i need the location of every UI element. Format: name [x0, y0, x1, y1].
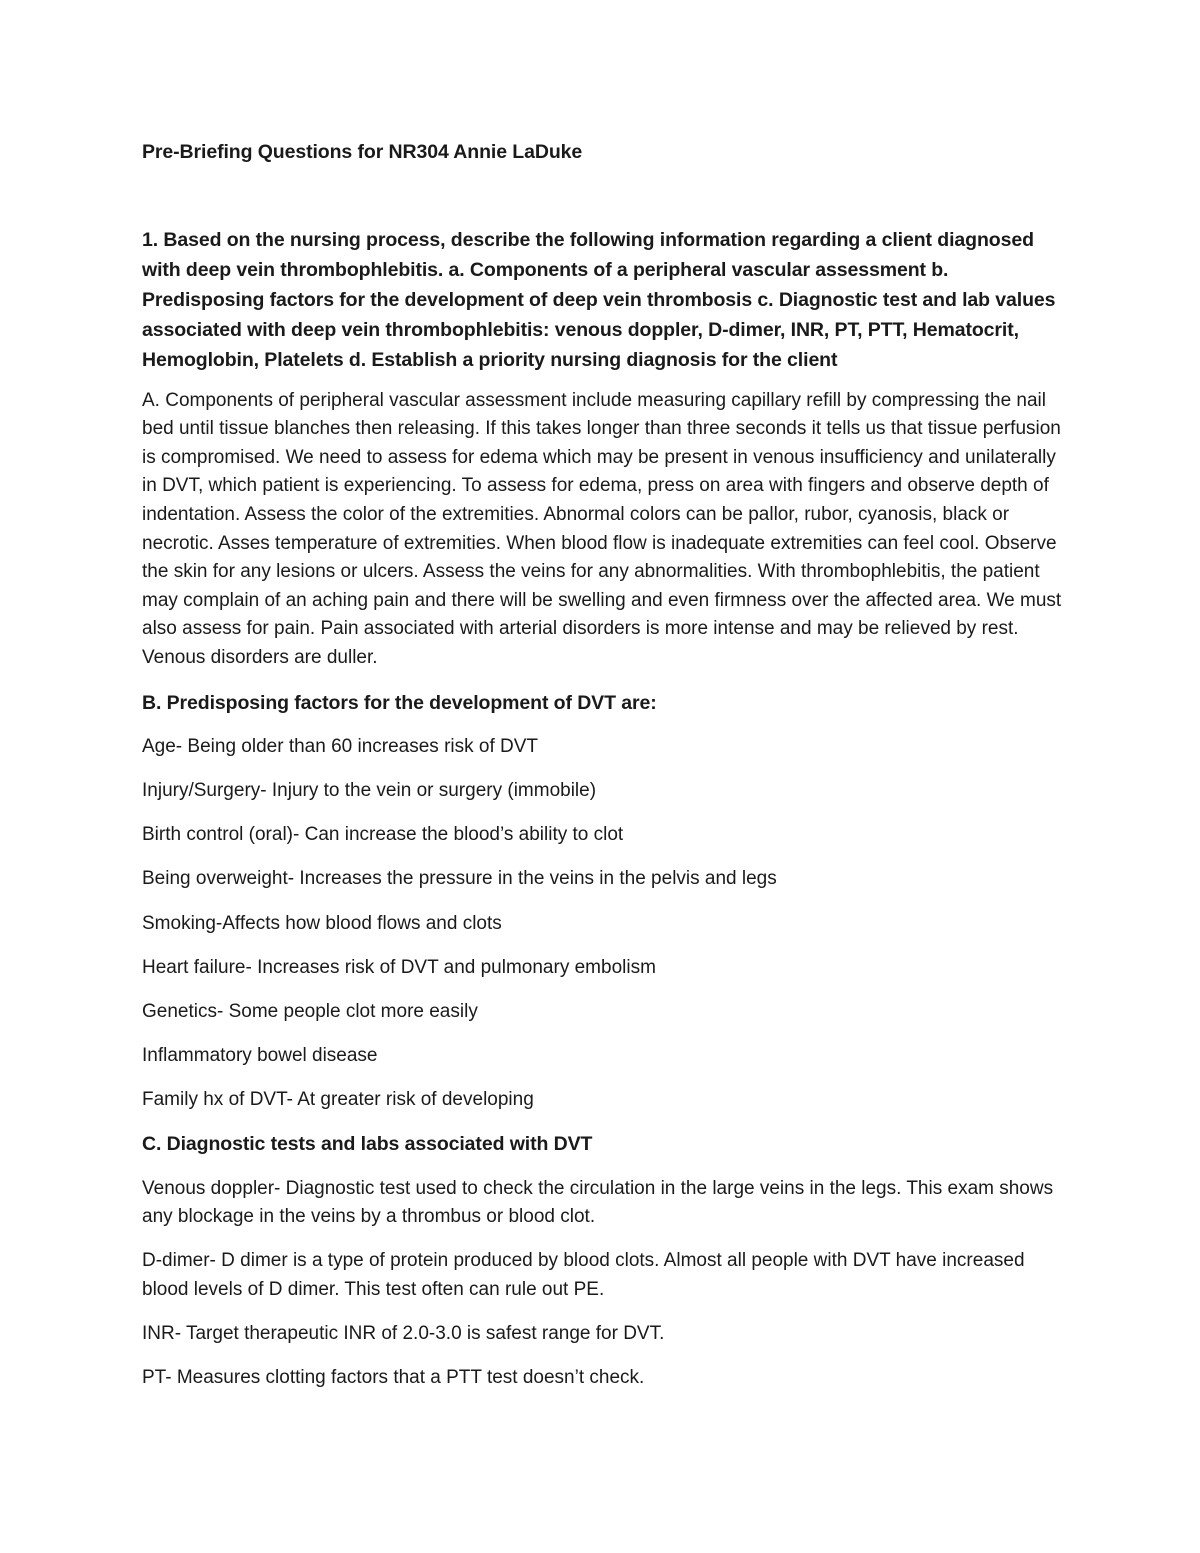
risk-factor-item: Heart failure- Increases risk of DVT and pulmonary embolism	[142, 956, 656, 978]
risk-factor-item: Injury/Surgery- Injury to the vein or surgery (immobile)	[142, 780, 597, 802]
diagnostic-item: INR- Target therapeutic INR of 2.0-3.0 is safest range for DVT.	[142, 1322, 665, 1344]
diagnostic-item: Venous doppler- Diagnostic test used to check the circulation in the large veins in the legs. This exam shows any blockage in the veins by a thrombus or blood clot.	[142, 1177, 1054, 1228]
section-b-heading: B. Predisposing factors for the development of DVT are:	[142, 691, 657, 714]
section-a-text: Components of peripheral vascular assessment include measuring capillary refill by compressing the nail bed until tissue blanches then releasing. If this takes longer than three seconds it tells us that tissue perfusion is compromised. We need to assess for edema which may be present in venous insufficiency and unilaterally in DVT, which patient is experiencing. To assess for edema, press on area with fingers and observe depth of indentation. Assess the color of the extremities. Abnormal colors can be pallor, rubor, cyanosis, black or necrotic. Asses temperature of extremities. When blood flow is inadequate extremities can feel cool. Observe the skin for any lesions or ulcers. Assess the veins for any abnormalities. With thrombophlebitis, the patient may complain of an aching pain and there will be swelling and even firmness over the affected area. We must also assess for pain. Pain associated with arterial disorders is more intense and may be relieved by rest. Venous disorders are duller.	[142, 389, 1062, 668]
risk-factor-item: Birth control (oral)- Can increase the blood’s ability to clot	[142, 824, 624, 846]
risk-factor-item: Age- Being older than 60 increases risk of DVT	[142, 736, 539, 758]
document-page	[142, 138, 1062, 1408]
risk-factor-item: Inflammatory bowel disease	[142, 1044, 378, 1066]
risk-factor-item: Genetics- Some people clot more easily	[142, 1000, 478, 1022]
risk-factor-item: Smoking-Affects how blood flows and clots	[142, 912, 502, 934]
diagnostic-item: D-dimer- D dimer is a type of protein produced by blood clots. Almost all people with DVT have increased blood levels of D dimer. This test often can rule out PE.	[142, 1250, 1025, 1300]
question-1: 1. Based on the nursing process, describe the following information regarding a client diagnosed with deep vein thrombophlebitis. a. Components of a peripheral vascular assessment b. Predisposing factors for the development of deep vein thrombosis c. Diagnostic test and lab values associated with deep vein thrombophlebitis: venous doppler, D-dimer, INR, PT, PTT, Hematocrit, Hemoglobin, Platelets d. Establish a priority nursing diagnosis for the client	[142, 228, 1056, 371]
section-a-paragraph	[142, 387, 1062, 673]
risk-factor-item: Being overweight- Increases the pressure in the veins in the pelvis and legs	[142, 868, 777, 890]
section-a-lead: A.	[142, 389, 160, 411]
document-title: Pre-Briefing Questions for NR304 Annie LaDuke	[142, 141, 583, 163]
diagnostic-item: PT- Measures clotting factors that a PTT test doesn’t check.	[142, 1367, 645, 1389]
risk-factor-item: Family hx of DVT- At greater risk of developing	[142, 1088, 534, 1110]
section-c-heading: C. Diagnostic tests and labs associated with DVT	[142, 1132, 593, 1155]
